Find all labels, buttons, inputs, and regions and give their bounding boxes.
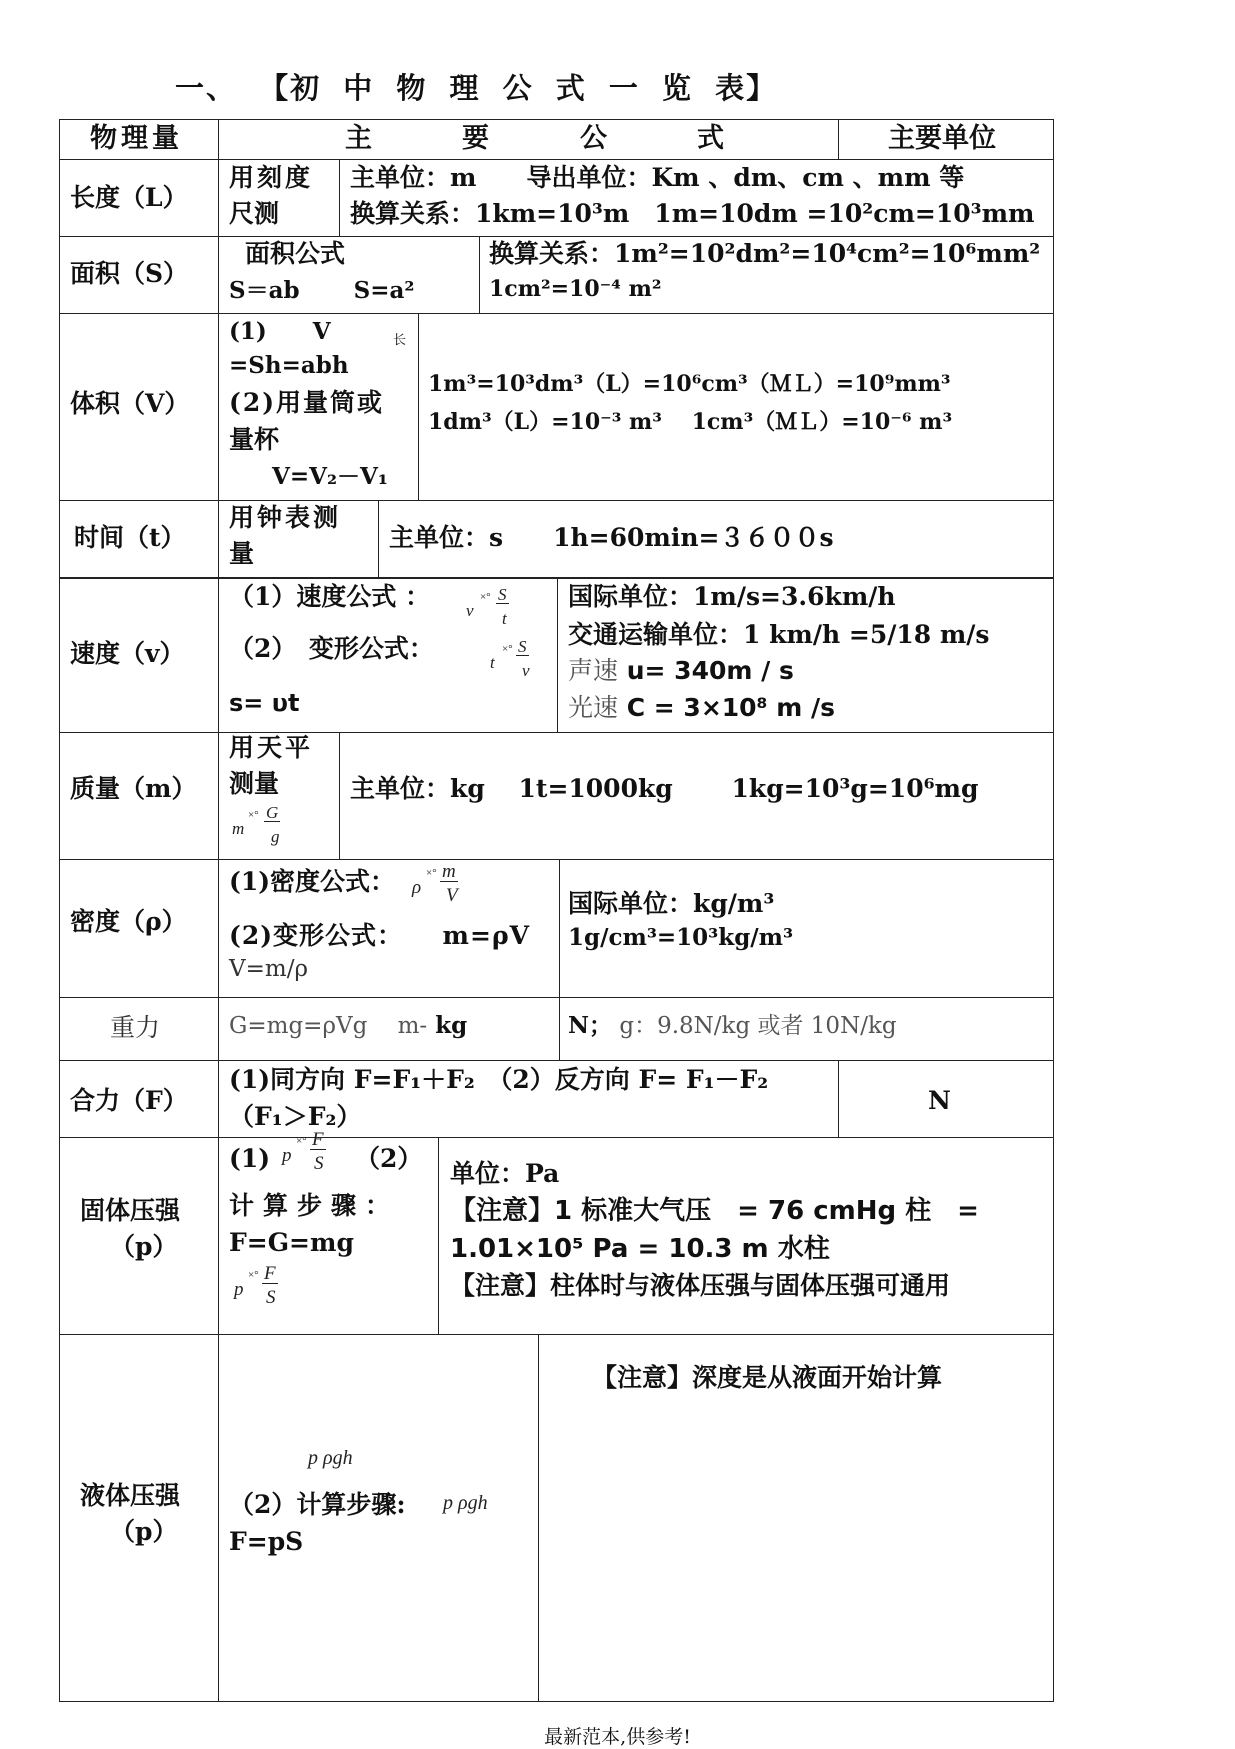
solid-pressure-label-2: （p） [110,1232,178,1261]
volume-f1-sub: 长 [393,333,407,348]
solid-pressure-fraction-1: p ×° F S [282,1129,324,1174]
speed-unit-4 [568,692,835,723]
speed-variant-fraction: t ×° S v [490,637,530,680]
solid-pressure-f1b: （2） [355,1144,423,1173]
length-unit-line2: 换算关系：1km=10³m 1m=10dm =10²cm=10³mm [350,199,1035,228]
volume-f2: (2)用量筒或 [229,388,385,417]
volume-conv-line1: 1m³=10³dm³（L）=10⁶cm³（ＭＬ）=10⁹mm³ [428,371,951,397]
liquid-pressure-label-1: 液体压强 [80,1481,181,1510]
header-formula-1: 主 [345,123,372,154]
liquid-pressure-formula-1 [308,1448,353,1468]
volume-f3: V=V₂－V₁ [272,463,388,490]
fraction-lhs: m [232,819,245,838]
sound-speed-value: u= 340m / s [618,656,794,685]
density-unit-2: 1g/cm³=10³kg/m³ [568,924,794,951]
fraction-numerator: F [312,1129,324,1150]
footer-note: 最新范本,供参考! [544,1726,691,1748]
header-quantity: 物理量 [90,123,183,154]
solid-pressure-f3: F=G=mg [229,1228,354,1257]
volume-f1b: =Sh=abh [229,352,349,379]
area-formula: S＝ab S=a² [229,277,415,304]
force-label: 合力（F） [70,1086,188,1115]
solid-pressure-note-1: 【注意】1 标准大气压 = 76 cmHg 柱 = [450,1196,979,1226]
title-part: 一、 [175,71,238,105]
solid-pressure-label-1: 固体压强 [80,1196,181,1225]
speed-f1: （1）速度公式 ： [229,582,431,611]
fraction-lhs: p [234,1279,244,1300]
speed-label: 速度（v） [70,639,185,668]
liquid-pressure-formula-2 [443,1493,488,1513]
time-measure-1: 用钟表测 [229,503,342,532]
title-part: 表】 [715,71,778,105]
speed-unit-2: 交通运输单位：1 km/h =5/18 m/s [568,620,990,649]
header-unit: 主要单位 [888,123,996,154]
length-unit-line1: 主单位：m 导出单位：Km 、dm、cm 、mm 等 [350,163,965,192]
area-conv-line2: 1cm²=10⁻⁴ m² [489,276,662,302]
fraction-numerator: G [266,803,279,822]
time-measure-2: 量 [229,539,255,568]
mass-unit: 主单位：kg 1t=1000kg 1kg=10³g=10⁶mg [350,774,979,803]
area-label: 面积（S） [70,259,189,288]
gravity-unit-g: g：9.8N/kg 或者 10N/kg [612,1013,897,1039]
title-part: 【初 [259,71,322,105]
fraction-lhs: ρ [412,877,422,898]
liquid-pressure-formula-text: p ρgh [308,1447,353,1469]
gravity-formula-text: G=mg=ρVg m- [229,1013,428,1039]
fraction-denominator: t [502,609,507,628]
force-unit: N [928,1086,951,1115]
fraction-lhs: v [466,601,474,620]
volume-conv-line2: 1dm³（L）=10⁻³ m³ 1cm³（ＭＬ）=10⁻⁶ m³ [428,409,953,435]
title-part: 公 [502,71,534,105]
fraction-denominator: V [446,885,458,906]
length-label: 长度（L） [70,183,188,212]
title-part: 理 [449,71,481,105]
force-line1: (1)同方向 F=F₁＋F₂ （2）反方向 F= F₁－F₂ [229,1065,769,1094]
volume-f1: (1) V [229,318,331,345]
gravity-unit-n: N； [568,1012,613,1039]
title-part: 一 [608,71,640,105]
speed-formula-fraction: v ×° S t [466,585,507,628]
fraction-numerator: S [518,637,527,656]
liquid-pressure-f3: F=pS [229,1527,304,1556]
solid-pressure-note-2: 【注意】柱体时与液体压强与固体压强可通用 [450,1271,951,1300]
mass-measure-1: 用天平 [229,733,314,762]
gravity-formula [229,1012,467,1041]
liquid-pressure-f2: （2）计算步骤: [229,1490,406,1519]
gravity-unit [568,1012,897,1041]
density-f2: (2)变形公式： m=ρV [229,921,530,950]
density-unit-1: 国际单位：kg/m³ [568,889,775,918]
sound-speed-label: 声速 [568,656,619,685]
solid-pressure-note-1b: 1.01×10⁵ Pa = 10.3 m 水柱 [450,1234,830,1264]
gravity-formula-unit: kg [427,1012,468,1039]
solid-pressure-f2: 计算步骤： [229,1191,400,1220]
volume-f2b: 量杯 [229,425,280,454]
title-part: 中 [343,71,375,105]
length-measure-2: 尺测 [229,199,280,228]
volume-label: 体积（V） [70,389,190,418]
gravity-label: 重力 [110,1013,161,1042]
density-f3: V=m/ρ [229,956,308,982]
fraction-lhs: p [282,1145,292,1166]
fraction-lhs: t [490,653,495,672]
header-formula-2: 要 [462,123,489,154]
header-formula-4: 式 [697,123,724,154]
fraction-numerator: F [264,1263,276,1284]
fraction-numerator: S [498,585,507,604]
solid-pressure-unit: 单位：Pa [450,1159,560,1188]
area-formula-title: 面积公式 [245,239,346,268]
density-label: 密度（ρ） [70,907,187,936]
mass-label: 质量（m） [70,774,197,803]
speed-f2: （2） 变形公式： [229,634,434,663]
force-line2: （F₁＞F₂） [229,1102,362,1131]
liquid-pressure-formula-text: p ρgh [443,1492,488,1514]
fraction-denominator: g [271,827,280,846]
density-f1: (1)密度公式： [229,867,396,896]
liquid-pressure-note: 【注意】深度是从液面开始计算 [592,1363,943,1392]
speed-f3: s= υt [229,689,300,717]
solid-pressure-fraction-2: p ×° F S [234,1263,276,1308]
length-measure-1: 用刻度 [229,163,314,192]
mass-fraction: m ×° G g [232,803,280,846]
title-part: 览 [662,71,694,105]
fraction-denominator: S [314,1153,324,1174]
light-speed-label: 光速 [568,693,619,722]
time-unit: 主单位：s 1h=60min=３６００s [389,523,834,552]
liquid-pressure-label-2: （p） [110,1517,178,1546]
fraction-denominator: v [522,661,530,680]
page-title [175,66,787,107]
density-fraction: ρ ×° m V [412,861,458,906]
speed-unit-1: 国际单位：1m/s=3.6km/h [568,582,896,611]
fraction-numerator: m [442,861,456,882]
mass-measure-2: 测量 [229,769,280,798]
time-label: 时间（t） [74,523,186,552]
area-conv-line1: 换算关系：1m²=10²dm²=10⁴cm²=10⁶mm² [489,239,1041,268]
title-part: 物 [396,71,428,105]
header-formula-3: 公 [580,123,607,154]
title-part: 式 [555,71,587,105]
light-speed-value: C = 3×10⁸ m /s [618,693,835,722]
fraction-denominator: S [266,1287,276,1308]
solid-pressure-f1: (1) [229,1144,271,1173]
speed-unit-3 [568,655,794,686]
